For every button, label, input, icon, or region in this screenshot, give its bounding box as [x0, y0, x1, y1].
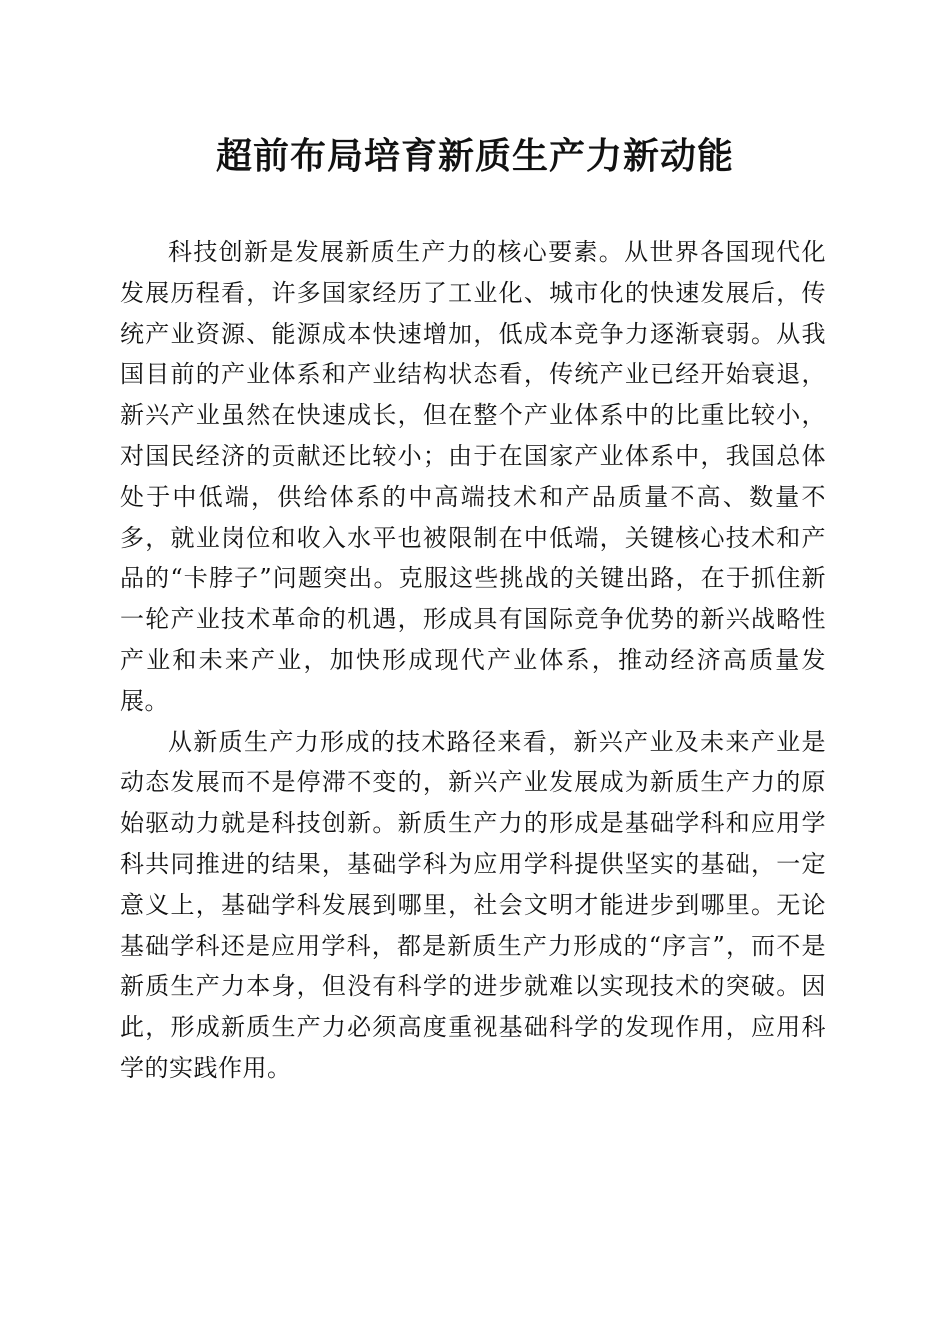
paragraph-2: 从新质生产力形成的技术路径来看，新兴产业及未来产业是动态发展而不是停滞不变的，新兴产业发展成为新质生产力的原始驱动力就是科技创新。新质生产力的形成是基础学科和应用学科共同推进的结果，基础学科为应用学科提供坚实的基础，一定意义上，基础学科发展到哪里，社会文明才能进步到哪里。无论基础学科还是应用学科，都是新质生产力形成的“序言”，而不是新质生产力本身，但没有科学的进步就难以实现技术的突破。因此，形成新质生产力必须高度重视基础科学的发现作用，应用科学的实践作用。	[120, 727, 826, 1082]
document-title: 超前布局培育新质生产力新动能	[215, 135, 734, 177]
paragraph-1: 科技创新是发展新质生产力的核心要素。从世界各国现代化发展历程看，许多国家经历了工业化、城市化的快速发展后，传统产业资源、能源成本快速增加，低成本竞争力逐渐衰弱。从我国目前的产业体系和产业结构状态看，传统产业已经开始衰退，新兴产业虽然在快速成长，但在整个产业体系中的比重比较小，对国民经济的贡献还比较小；由于在国家产业体系中，我国总体处于中低端，供给体系的中高端技术和产品质量不高、数量不多，就业岗位和收入水平也被限制在中低端，关键核心技术和产品的“卡脖子”问题突出。克服这些挑战的关键出路，在于抓住新一轮产业技术革命的机遇，形成具有国际竞争优势的新兴战略性产业和未来产业，加快形成现代产业体系，推动经济高质量发展。	[120, 238, 826, 715]
document-body	[120, 232, 826, 1089]
